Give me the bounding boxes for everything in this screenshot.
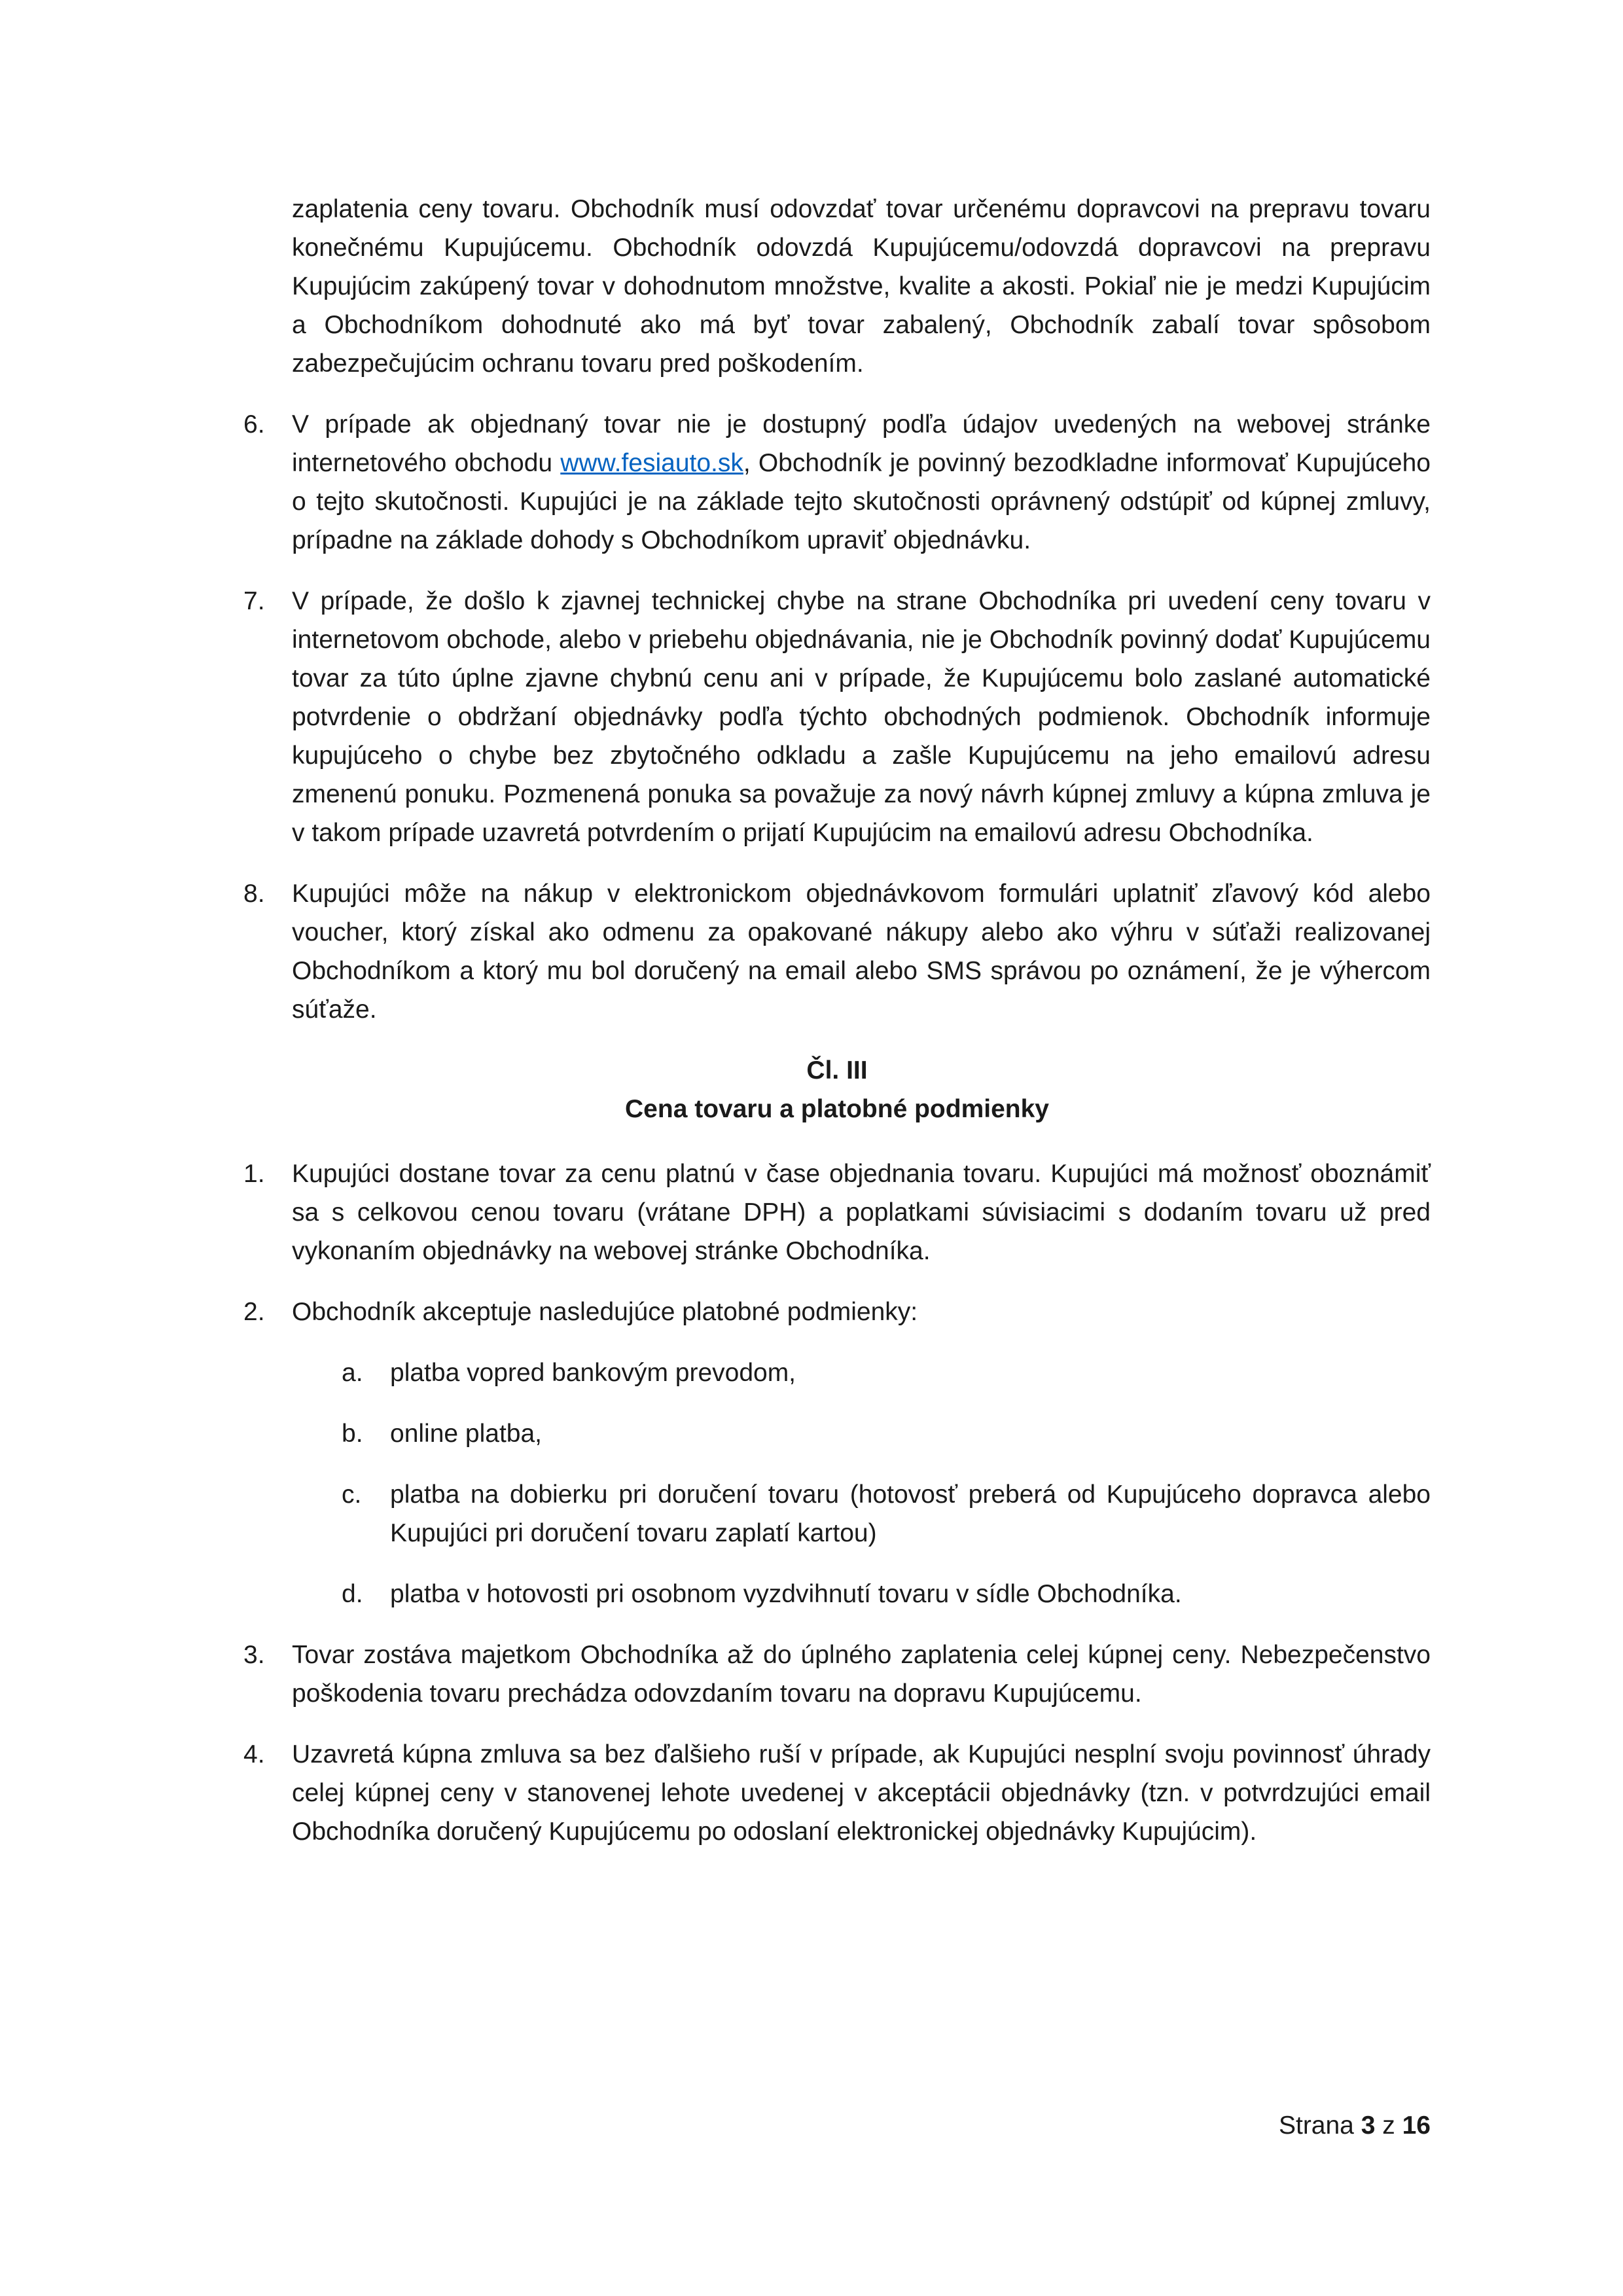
section-number: Čl. III [806, 1056, 868, 1085]
option-text: platba vopred bankovým prevodom, [390, 1359, 796, 1387]
intro-continuation-paragraph: zaplatenia ceny tovaru. Obchodník musí odovzdať tovar určenému dopravcovi na prepravu tovaru konečnému Kupujúcemu. Obchodník odovzdá Kupujúcemu/odovzdá dopravcovi na prepravu Kupujúcim zakúpený tovar v dohodnutom množstve, kvalite a akosti. Pokiaľ nie je medzi Kupujúcim a Obchodníkom dohodnuté ako má byť tovar zabalený, Obchodník zabalí tovar spôsobom zabezpečujúcim ochranu tovaru pred poškodením. [292, 195, 1431, 378]
option-text: online platba, [390, 1420, 543, 1448]
list-item-number: 4. [243, 1740, 265, 1768]
list-item-1 [243, 1155, 1431, 1270]
list-item-text: Kupujúci dostane tovar za cenu platnú v čase objednania tovaru. Kupujúci má možnosť oboznámiť sa s celkovou cenou tovaru (vrátane DPH) a poplatkami súvisiacimi s dodaním tovaru už pred vykonaním objednávky na webovej stránke Obchodníka. [292, 1160, 1431, 1265]
text-before-link: V prípade ak objednaný tovar nie je dostupný podľa údajov uvedených na webovej stránke internetového obchodu [292, 410, 1431, 477]
list-item-6 [243, 405, 1431, 560]
payment-option-b [243, 1414, 1431, 1453]
list-item-text: Tovar zostáva majetkom Obchodníka až do úplného zaplatenia celej kúpnej ceny. Nebezpečenstvo poškodenia tovaru prechádza odovzdaním tovaru na dopravu Kupujúcemu. [292, 1641, 1431, 1708]
document-body [243, 190, 1431, 1873]
section-title: Cena tovaru a platobné podmienky [625, 1095, 1049, 1123]
payment-option-d [243, 1575, 1431, 1613]
list-item-text: Obchodník akceptuje nasledujúce platobné podmienky: [292, 1298, 918, 1326]
list-item-8 [243, 874, 1431, 1029]
section-heading [243, 1051, 1431, 1128]
option-text: platba na dobierku pri doručení tovaru (hotovosť preberá od Kupujúceho dopravca alebo Kupujúci pri doručení tovaru zaplatí kartou) [390, 1480, 1431, 1547]
page-separator: z [1382, 2111, 1395, 2140]
payment-option-a [243, 1354, 1431, 1392]
option-letter: d. [342, 1580, 363, 1608]
current-page-number: 3 [1361, 2111, 1376, 2140]
option-text: platba v hotovosti pri osobnom vyzdvihnutí tovaru v sídle Obchodníka. [390, 1580, 1182, 1608]
option-letter: c. [342, 1480, 362, 1509]
list-item-2 [243, 1293, 1431, 1331]
text-after-link: , Obchodník je povinný bezodkladne informovať Kupujúceho o tejto skutočnosti. Kupujúci je na základe tejto skutočnosti oprávnený odstúpiť od kúpnej zmluvy, prípadne na základe dohody s Obchodníkom upraviť objednávku. [292, 449, 1431, 554]
list-item-text [292, 405, 1431, 560]
page-label: Strana [1278, 2111, 1354, 2140]
list-item-4 [243, 1735, 1431, 1851]
list-item-number: 6. [243, 410, 265, 439]
total-pages-number: 16 [1402, 2111, 1431, 2140]
option-letter: b. [342, 1420, 363, 1448]
page-footer [1279, 2106, 1431, 2145]
website-link[interactable]: www.fesiauto.sk [560, 449, 743, 477]
payment-option-c [243, 1475, 1431, 1552]
list-item-3 [243, 1636, 1431, 1713]
option-letter: a. [342, 1359, 363, 1387]
list-item-text: V prípade, že došlo k zjavnej technickej chybe na strane Obchodníka pri uvedení ceny tovaru v internetovom obchode, alebo v priebehu objednávania, nie je Obchodník povinný dodať Kupujúcemu tovar za túto úplne zjavne chybnú cenu ani v prípade, že Kupujúcemu bolo zaslané automatické potvrdenie o obdržaní objednávky podľa týchto obchodných podmienok. Obchodník informuje kupujúceho o chybe bez zbytočného odkladu a zašle Kupujúcemu na jeho emailovú adresu zmenenú ponuku. Pozmenená ponuka sa považuje za nový návrh kúpnej zmluvy a kúpna zmluva je v takom prípade uzavretá potvrdením o prijatí Kupujúcim na emailovú adresu Obchodníka. [292, 587, 1431, 847]
list-item-number: 7. [243, 587, 265, 615]
list-item-number: 8. [243, 880, 265, 908]
list-item-7 [243, 582, 1431, 852]
list-item-text: Kupujúci môže na nákup v elektronickom objednávkovom formulári uplatniť zľavový kód alebo voucher, ktorý získal ako odmenu za opakované nákupy alebo ako výhru v súťaži realizovanej Obchodníkom a ktorý mu bol doručený na email alebo SMS správou po oznámení, že je výhercom súťaže. [292, 880, 1431, 1024]
list-item-number: 1. [243, 1160, 265, 1188]
list-item-text: Uzavretá kúpna zmluva sa bez ďalšieho ruší v prípade, ak Kupujúci nesplní svoju povinnosť úhrady celej kúpnej ceny v stanovenej lehote uvedenej v akceptácii objednávky (tzn. v potvrdzujúci email Obchodníka doručený Kupujúcemu po odoslaní elektronickej objednávky Kupujúcim). [292, 1740, 1431, 1846]
list-item-number: 2. [243, 1298, 265, 1326]
list-item-number: 3. [243, 1641, 265, 1669]
